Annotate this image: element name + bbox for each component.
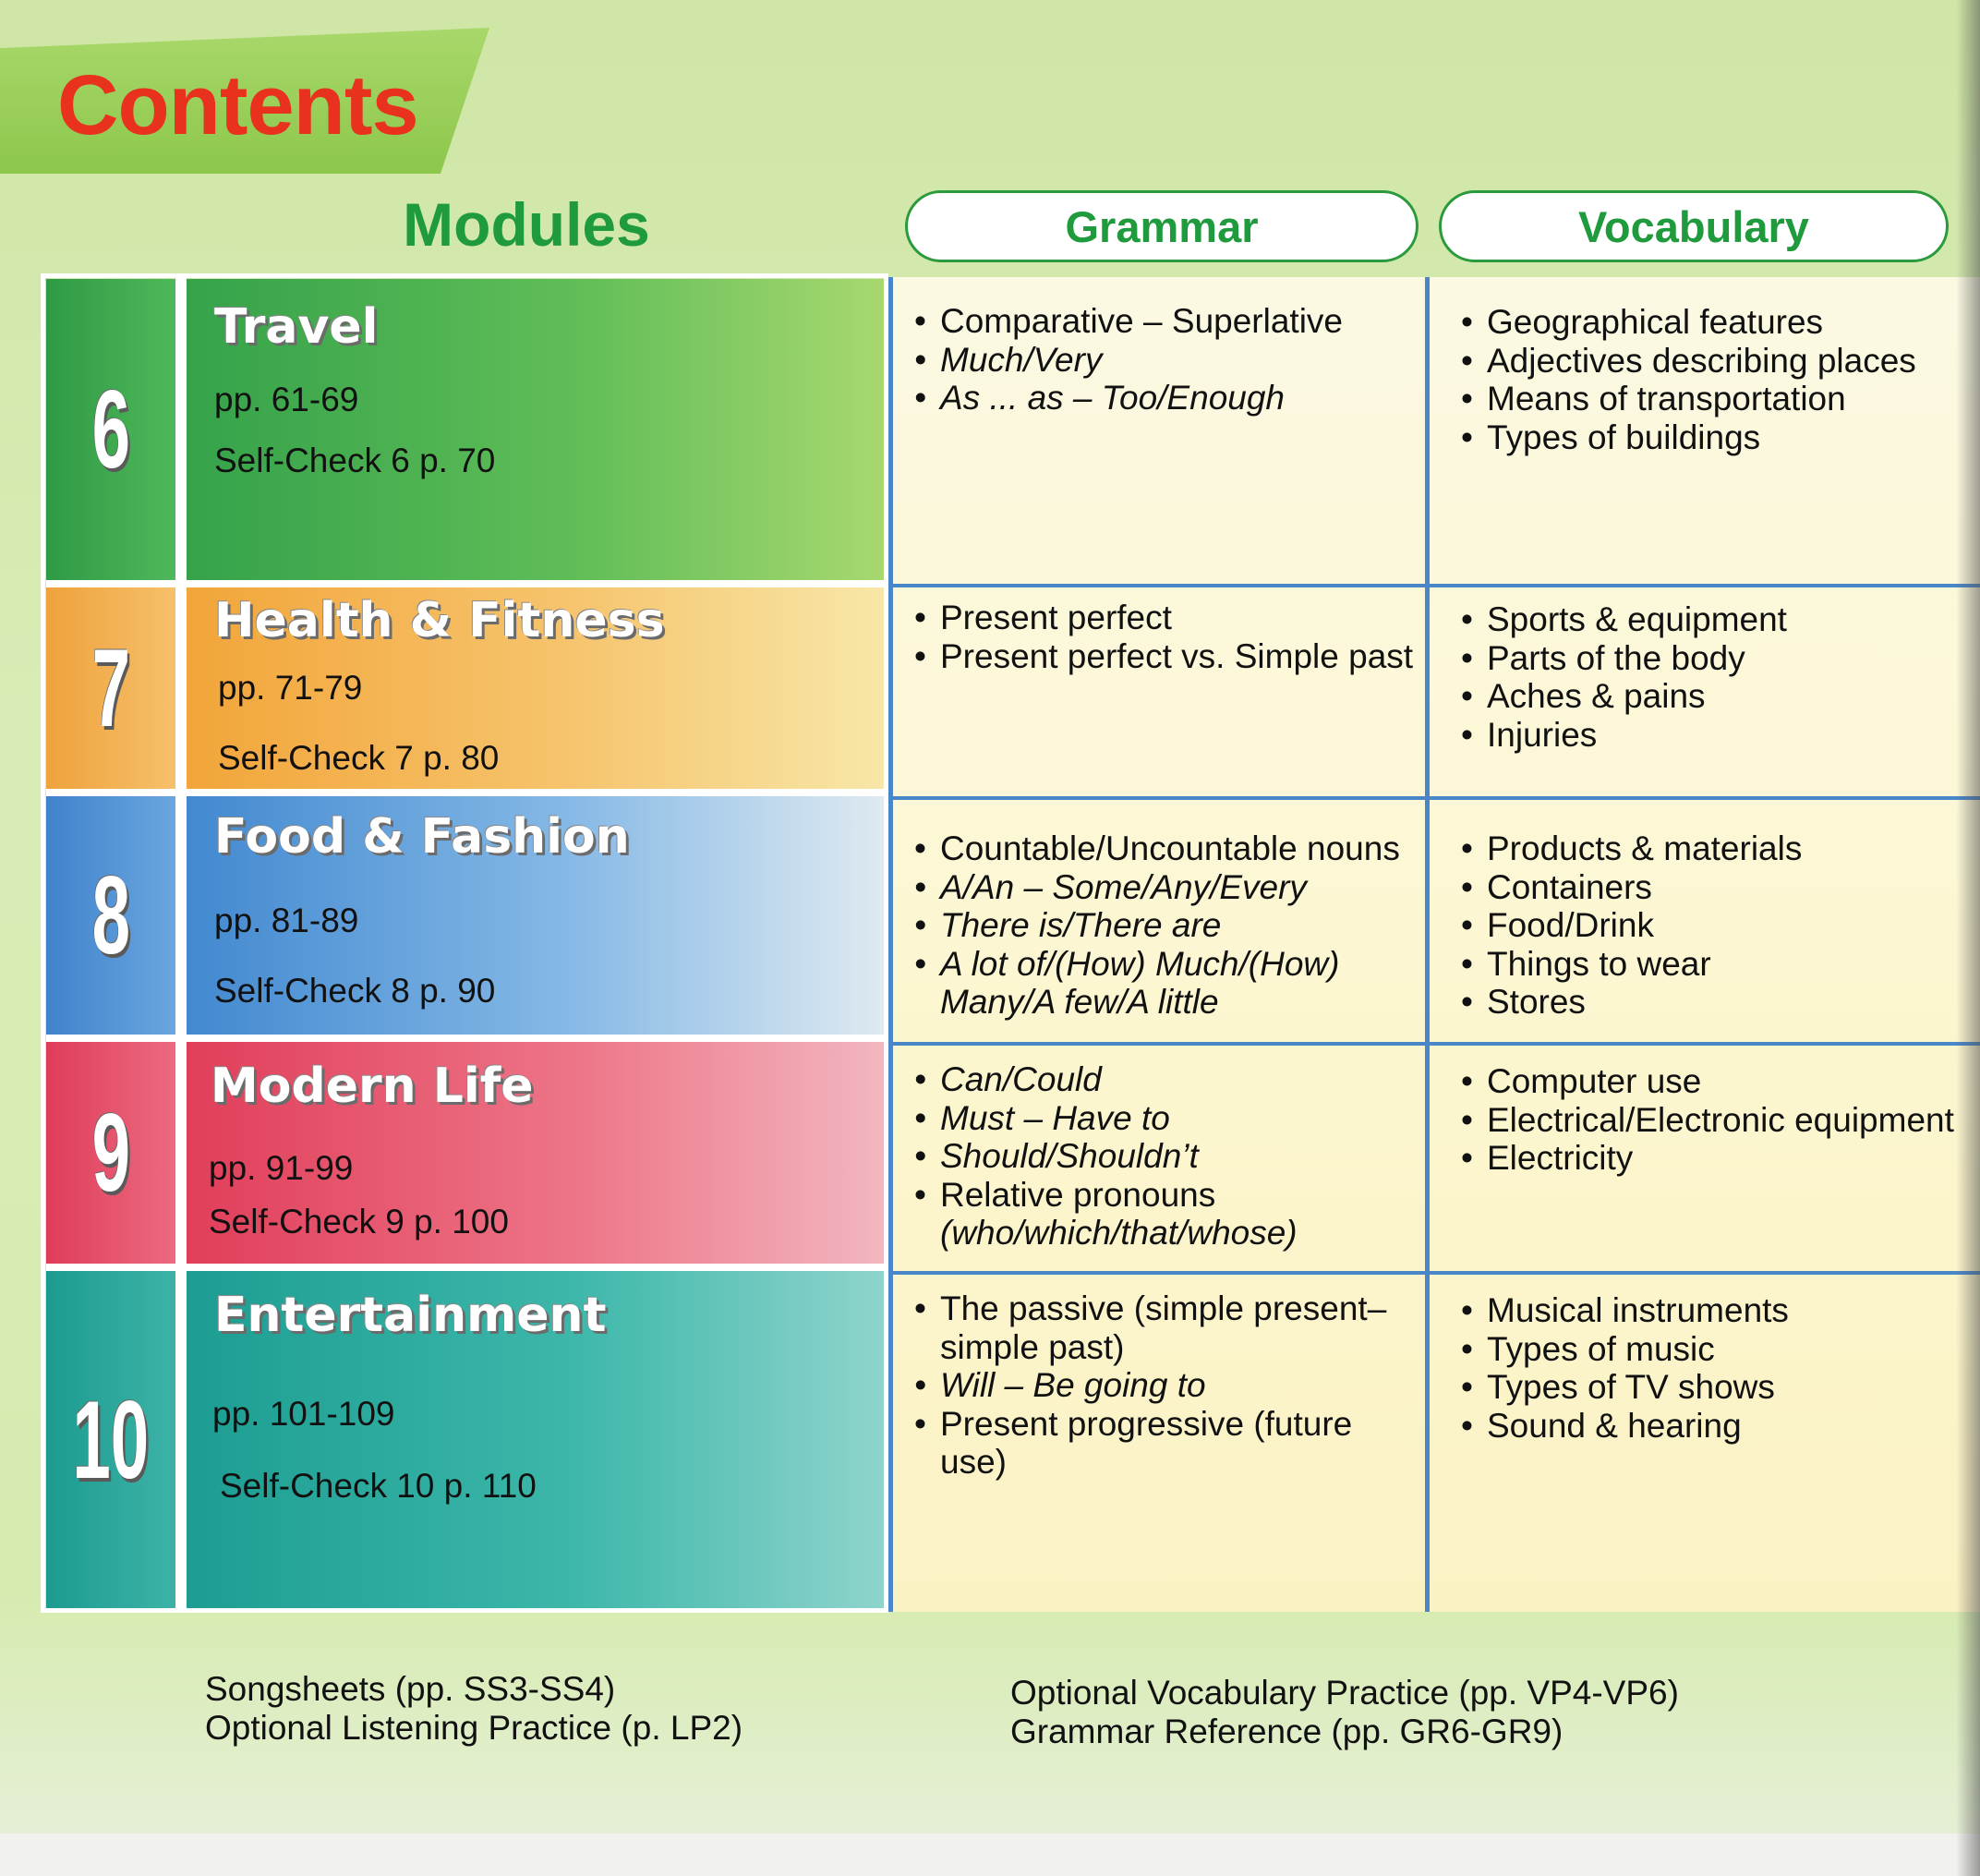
page-edge-shadow [1956, 0, 1980, 1876]
vocabulary-item: • Aches & pains [1461, 677, 1787, 716]
vocabulary-item: • Computer use [1461, 1062, 1954, 1101]
vocabulary-item: • Injuries [1461, 716, 1787, 755]
grammar-item: • A/An – Some/Any/Every [914, 868, 1413, 907]
vocabulary-item: • Food/Drink [1461, 906, 1802, 945]
footer-right [1010, 1674, 1679, 1751]
vocabulary-header-pill [1439, 190, 1949, 262]
vocabulary-item: • Electrical/Electronic equipment [1461, 1101, 1954, 1140]
module-self-check: Self-Check 8 p. 90 [214, 972, 496, 1010]
grid-line [1425, 277, 1430, 1612]
vocabulary-list [1461, 829, 1802, 1022]
grammar-header: Grammar [1065, 201, 1259, 251]
grammar-item: • As ... as – Too/Enough [914, 379, 1343, 418]
vocabulary-item: • Things to wear [1461, 945, 1802, 984]
vocabulary-item: • Sports & equipment [1461, 600, 1787, 639]
grammar-list [914, 829, 1413, 1022]
module-number: 9 [91, 1091, 130, 1215]
grammar-list [914, 599, 1413, 675]
grid-line [888, 584, 1980, 587]
module-pages: pp. 101-109 [212, 1395, 395, 1433]
module-number: 10 [72, 1377, 150, 1502]
module-pages: pp. 81-89 [214, 902, 359, 939]
vocabulary-list [1461, 1291, 1789, 1445]
grammar-item: • Present progressive (future use) [914, 1405, 1413, 1482]
grammar-item-text: Relative pronouns [940, 1175, 1216, 1214]
grammar-item: • Must – Have to [914, 1099, 1413, 1138]
grammar-item: • Will – Be going to [914, 1366, 1413, 1405]
footer-item: Grammar Reference (pp. GR6-GR9) [1010, 1713, 1563, 1750]
grammar-item: • The passive (simple present– simple past) [914, 1289, 1413, 1366]
grammar-item: • A lot of/(How) Much/(How) Many/A few/A little [914, 945, 1413, 1022]
vocabulary-item: • Musical instruments [1461, 1291, 1789, 1330]
grammar-item: • There is/There are [914, 906, 1413, 945]
module-pages: pp. 91-99 [209, 1149, 354, 1187]
page-title: Contents [57, 58, 418, 152]
grammar-item: • Can/Could [914, 1060, 1413, 1099]
module-title: Modern Life [211, 1059, 534, 1114]
grammar-list [914, 302, 1343, 418]
grammar-list [914, 1289, 1413, 1482]
grid-line [888, 1042, 1980, 1046]
module-number: 7 [91, 626, 130, 750]
footer-item: Optional Vocabulary Practice (pp. VP4-VP6) [1010, 1674, 1679, 1712]
grammar-item: • Should/Shouldn’t [914, 1137, 1413, 1176]
module-pages: pp. 71-79 [218, 669, 363, 707]
grammar-header-pill [905, 190, 1419, 262]
module-self-check: Self-Check 6 p. 70 [214, 442, 496, 479]
bottom-strip [0, 1834, 1980, 1876]
footer-item: Optional Listening Practice (p. LP2) [205, 1709, 743, 1747]
grid-line [888, 277, 893, 1612]
module-title: Health & Fitness [214, 593, 665, 648]
vocabulary-item: • Types of TV shows [1461, 1368, 1789, 1407]
vocabulary-list [1461, 1062, 1954, 1178]
vocabulary-item: • Types of music [1461, 1330, 1789, 1369]
module-number: 8 [91, 853, 130, 977]
modules-header: Modules [403, 190, 650, 259]
vocabulary-list [1461, 303, 1916, 456]
module-self-check: Self-Check 7 p. 80 [218, 739, 500, 777]
vocabulary-item: • Products & materials [1461, 829, 1802, 868]
grid-line [888, 796, 1980, 800]
grammar-item: • Present perfect [914, 599, 1413, 637]
vocabulary-item: • Containers [1461, 868, 1802, 907]
vocabulary-item: • Geographical features [1461, 303, 1916, 342]
module-pages: pp. 61-69 [214, 381, 359, 418]
vocabulary-item: • Stores [1461, 983, 1802, 1022]
grammar-item: • Much/Very [914, 341, 1343, 380]
vocabulary-item: • Parts of the body [1461, 639, 1787, 678]
grammar-item: • Present perfect vs. Simple past [914, 637, 1413, 676]
module-title: Food & Fashion [214, 809, 630, 865]
vocabulary-header: Vocabulary [1578, 201, 1809, 251]
module-number: 6 [91, 368, 130, 491]
module-title: Travel [214, 299, 379, 355]
vocabulary-list [1461, 600, 1787, 754]
grammar-list [914, 1060, 1413, 1253]
vocabulary-item: • Sound & hearing [1461, 1407, 1789, 1446]
grammar-item-note: (who/which/that/whose) [940, 1214, 1298, 1252]
module-self-check: Self-Check 9 p. 100 [209, 1203, 509, 1241]
grammar-item: • Comparative – Superlative [914, 302, 1343, 341]
module-self-check: Self-Check 10 p. 110 [220, 1467, 537, 1505]
grid-line [888, 1271, 1980, 1275]
footer-left [205, 1670, 742, 1748]
footer-item: Songsheets (pp. SS3-SS4) [205, 1670, 616, 1708]
modules-border [41, 273, 888, 1613]
vocabulary-item: • Electricity [1461, 1139, 1954, 1178]
vocabulary-item: • Adjectives describing places [1461, 342, 1916, 381]
vocabulary-item: • Means of transportation [1461, 380, 1916, 418]
grammar-item [914, 1176, 1413, 1253]
vocabulary-item: • Types of buildings [1461, 418, 1916, 457]
module-title: Entertainment [214, 1288, 607, 1343]
grammar-item: • Countable/Uncountable nouns [914, 829, 1413, 868]
